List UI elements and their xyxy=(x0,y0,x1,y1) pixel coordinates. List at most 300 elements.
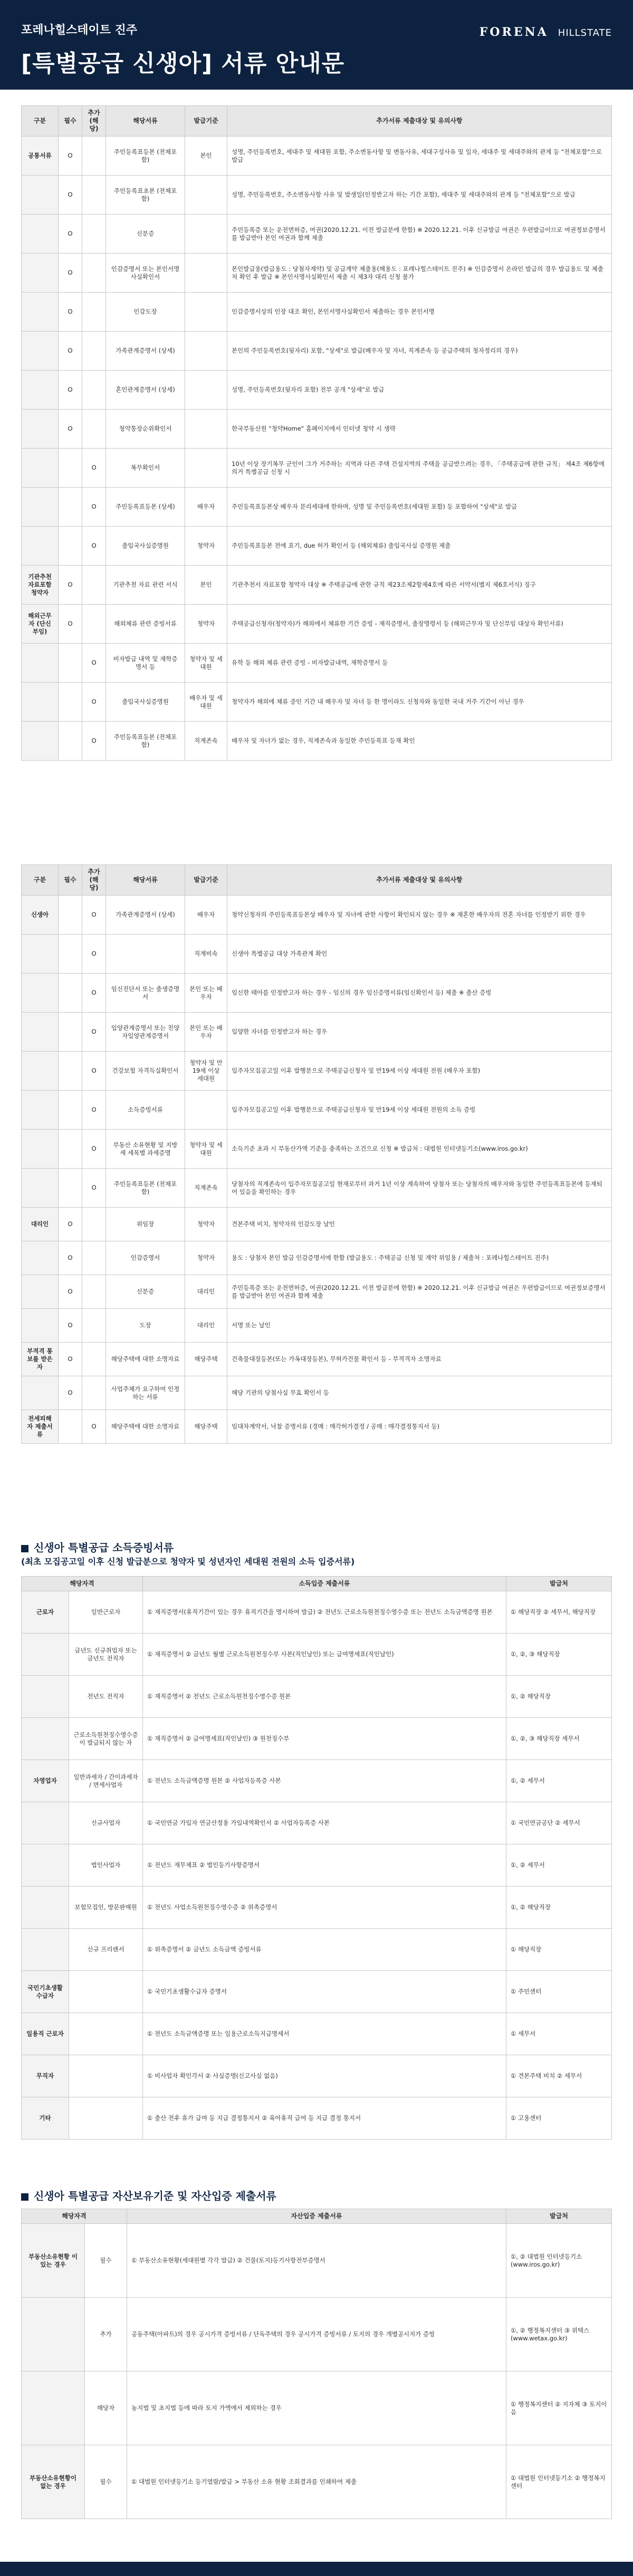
required-cell xyxy=(59,896,82,935)
table-row xyxy=(22,1091,612,1130)
document-cell: 신분증 xyxy=(106,215,185,254)
table-row xyxy=(22,1052,612,1091)
issue-basis-cell: 청약자 및 세대원 xyxy=(185,644,227,683)
required-cell xyxy=(59,935,82,974)
income-section-subtitle: (최초 모집공고일 이후 신청 발급분으로 청약자 및 성년자인 세대원 전원의 소득 입증서류) xyxy=(21,1557,355,1567)
documents-cell: ① 전년도 소득금액증명 원본 ② 사업자등록증 사본 xyxy=(143,1760,506,1802)
additional-cell xyxy=(82,332,106,371)
document-cell: 신분증 xyxy=(106,1275,185,1309)
table-row xyxy=(22,1169,612,1208)
header-cell: 추가(해당) xyxy=(82,106,106,137)
category-cell xyxy=(22,1844,69,1887)
header-cell: 발급기준 xyxy=(185,865,227,896)
document-cell xyxy=(106,935,185,974)
note-cell: 임신한 태아를 인정받고자 하는 경우 - 임신의 경우 임신증명서류(임신확인서 등) 제출 ※ 출산 증빙 xyxy=(227,974,612,1013)
category-cell xyxy=(22,410,59,449)
document-cell: 가족관계증명서 (상세) xyxy=(106,332,185,371)
header-cell: 추가(해당) xyxy=(82,865,106,896)
issuer-cell: ① 주민센터 xyxy=(506,1971,612,2013)
table-row xyxy=(22,722,612,761)
issuer-cell: ①, ② 대법원 인터넷등기소 (www.iros.go.kr) xyxy=(506,2224,612,2298)
table-row xyxy=(22,1929,612,1971)
category-cell xyxy=(22,293,59,332)
note-cell: 해당 기관의 당첨사실 무효 확인서 등 xyxy=(227,1376,612,1410)
table-row xyxy=(22,449,612,488)
note-cell: 신생아 특별공급 대상 가족관계 확인 xyxy=(227,935,612,974)
required-cell: O xyxy=(59,254,82,293)
category-cell: 일용직 근로자 xyxy=(22,2013,69,2055)
required-cell xyxy=(59,1091,82,1130)
issuer-cell: ①, ② 행정복지센터 ③ 위택스 (www.wetax.go.kr) xyxy=(506,2298,612,2371)
document-cell: 인감증명서 또는 본인서명사실확인서 xyxy=(106,254,185,293)
asset-table-wrap xyxy=(21,2209,612,2519)
category-cell xyxy=(22,2371,85,2445)
header-cell: 필수 xyxy=(59,106,82,137)
note-cell: 성명, 주민등록번호, 세대주 및 세대원 포함, 주소변동사항 및 변동사유, 세대구성사유 및 일자, 세대주 및 세대주와의 관계 등 "전체포함"으로 발급 xyxy=(227,137,612,176)
additional-cell xyxy=(82,293,106,332)
table-row xyxy=(22,1376,612,1410)
document-cell: 비자발급 내역 및 재학증명서 등 xyxy=(106,644,185,683)
note-cell: 주택공급신청자(청약자)가 해외에서 체류한 기간 증빙 - 재직증명서, 출장명령서 등 (해외근무자 및 단신부임 대상자 확인서류) xyxy=(227,605,612,644)
issuer-cell: ①, ② 해당직장 xyxy=(506,1887,612,1929)
note-cell: 주민등록증 또는 운전면허증, 여권(2020.12.21. 이전 발급분에 한함) ※ 2020.12.21. 이후 신규발급 여권은 우편발급이므로 여권정보증명서를 발급받아 본인 여권과 함께 제출 xyxy=(227,215,612,254)
additional-cell: O xyxy=(82,896,106,935)
header-cell: 구분 xyxy=(22,106,59,137)
table-row xyxy=(22,1410,612,1444)
brand-hillstate: HILLSTATE xyxy=(558,27,612,38)
issuer-cell: ① 해당직장 xyxy=(506,1929,612,1971)
table-row xyxy=(22,1802,612,1844)
asset-header-row xyxy=(22,2209,612,2224)
additional-cell: O xyxy=(82,1169,106,1208)
category-cell xyxy=(22,215,59,254)
subcategory-cell: 전년도 전직자 xyxy=(69,1676,143,1718)
category-cell xyxy=(22,974,59,1013)
subcategory-cell: 해당자 xyxy=(85,2371,127,2445)
document-cell: 인감도장 xyxy=(106,293,185,332)
note-cell: 본인발급용(발급용도 : 당첨자계약) 및 공급계약 제출용(해용도 : 포레나힐스테이트 진주) ※ 인감증명서 온라인 발급의 경우 발급용도 및 제출처 확인 후 발급 ※ 본인서명사실확인서 제출 시 제3자 대리 신청 불가 xyxy=(227,254,612,293)
additional-cell: O xyxy=(82,644,106,683)
category-cell xyxy=(22,1929,69,1971)
documents-cell: ① 비사업자 확인각서 ② 사실증명(신고사실 없음) xyxy=(143,2055,506,2097)
table-row xyxy=(22,1241,612,1275)
required-cell: O xyxy=(59,1343,82,1376)
issue-basis-cell: 본인 xyxy=(185,566,227,605)
additional-cell xyxy=(82,1343,106,1376)
additional-cell: O xyxy=(82,1013,106,1052)
document-cell: 혼인관계증명서 (상세) xyxy=(106,371,185,410)
subcategory-cell: 추가 xyxy=(85,2298,127,2371)
required-cell xyxy=(59,644,82,683)
note-cell: 견본주택 비치, 청약자의 인감도장 날인 xyxy=(227,1208,612,1241)
category-cell xyxy=(22,1802,69,1844)
additional-cell xyxy=(82,176,106,215)
subcategory-cell: 신규 프리랜서 xyxy=(69,1929,143,1971)
issue-basis-cell: 본인 또는 배우자 xyxy=(185,1013,227,1052)
documents-cell: ① 재직증명서 ② 급여명세표(직인날인) ③ 원천징수부 xyxy=(143,1718,506,1760)
table-row xyxy=(22,2097,612,2140)
table-row xyxy=(22,896,612,935)
category-cell xyxy=(22,488,59,527)
table-row xyxy=(22,644,612,683)
header-cell: 자산입증 제출서류 xyxy=(127,2209,506,2224)
issue-basis-cell: 청약자 및 세대원 xyxy=(185,1130,227,1169)
table-row xyxy=(22,1208,612,1241)
additional-cell xyxy=(82,371,106,410)
header-cell: 구분 xyxy=(22,865,59,896)
category-cell xyxy=(22,1376,59,1410)
category-cell: 해외근무자 (단신부임) xyxy=(22,605,59,644)
table-row xyxy=(22,2298,612,2371)
asset-docs-table xyxy=(21,2209,612,2519)
square-bullet-icon xyxy=(21,2193,28,2201)
note-cell: 주민등록표등본상 배우자 분리세대에 한하며, 성명 및 주민등록번호(세대원 포함) 등 포함하여 "상세"로 발급 xyxy=(227,488,612,527)
issue-basis-cell xyxy=(185,1376,227,1410)
note-cell: 기관추천서 자료포함 청약자 대상 ※ 주택공급에 관한 규칙 제23조제2항제4호에 따른 서약서(별지 제6호서식) 징구 xyxy=(227,566,612,605)
required-cell xyxy=(59,1130,82,1169)
category-cell xyxy=(22,1887,69,1929)
document-cell: 해당주택에 대한 소명자료 xyxy=(106,1343,185,1376)
table1-wrap xyxy=(21,105,612,761)
subcategory-cell xyxy=(69,2013,143,2055)
issue-basis-cell: 배우자 xyxy=(185,896,227,935)
category-cell xyxy=(22,254,59,293)
category-cell: 부동산소유현황이 없는 경우 xyxy=(22,2445,85,2519)
subcategory-cell xyxy=(69,1971,143,2013)
table-row xyxy=(22,1844,612,1887)
document-cell: 주민등록표등본 (전체포함) xyxy=(106,1169,185,1208)
header-cell: 해당자격 xyxy=(22,2209,127,2224)
issuer-cell: ① 고용센터 xyxy=(506,2097,612,2140)
table-row xyxy=(22,293,612,332)
issuer-cell: ①, ② 세무서 xyxy=(506,1760,612,1802)
issue-basis-cell: 해당주택 xyxy=(185,1343,227,1376)
issue-basis-cell xyxy=(185,332,227,371)
issue-basis-cell xyxy=(185,176,227,215)
additional-cell: O xyxy=(82,1130,106,1169)
note-cell: 성명, 주민등록번호, 주소변동사항 사유 및 발생일(인정받고자 하는 기간 포함), 세대주 및 세대주와의 관계 등 "전체포함"으로 발급 xyxy=(227,176,612,215)
table-row xyxy=(22,2013,612,2055)
category-cell: 부동산소유현황 이 있는 경우 xyxy=(22,2224,85,2298)
issue-basis-cell xyxy=(185,293,227,332)
required-cell: O xyxy=(59,332,82,371)
additional-cell xyxy=(82,566,106,605)
required-cell: O xyxy=(59,1275,82,1309)
document-cell: 주민등록표등본 (전체포함) xyxy=(106,722,185,761)
income-docs-table xyxy=(21,1576,612,2140)
required-cell xyxy=(59,722,82,761)
additional-cell: O xyxy=(82,527,106,566)
category-cell xyxy=(22,527,59,566)
additional-cell: O xyxy=(82,449,106,488)
documents-cell: ① 출산 전후 휴가 급여 등 지급 결정통지서 ② 육아휴직 급여 등 지급 결정 통지서 xyxy=(143,2097,506,2140)
issue-basis-cell xyxy=(185,449,227,488)
income-section-title: 신생아 특별공급 소득증빙서류 xyxy=(21,1539,174,1554)
issue-basis-cell xyxy=(185,254,227,293)
required-cell xyxy=(59,974,82,1013)
category-cell: 전세피해자 제출서류 xyxy=(22,1410,59,1444)
documents-cell: ① 전년도 재무제표 ② 법인등기사항증명서 xyxy=(143,1844,506,1887)
required-cell xyxy=(59,449,82,488)
category-cell xyxy=(22,1676,69,1718)
category-cell: 부적격 통보를 받은자 xyxy=(22,1343,59,1376)
category-cell xyxy=(22,722,59,761)
subcategory-cell: 근로소득원천징수영수증이 발급되지 않는 자 xyxy=(69,1718,143,1760)
required-cell: O xyxy=(59,566,82,605)
issuer-cell: ①, ②, ③ 해당직장 xyxy=(506,1634,612,1676)
additional-cell xyxy=(82,1376,106,1410)
documents-cell: ① 부동산소유현황(세대원별 각각 발급) ② 건물(토지)등기사항전부증명서 xyxy=(127,2224,506,2298)
header-cell: 필수 xyxy=(59,865,82,896)
issue-basis-cell: 직계존속 xyxy=(185,722,227,761)
note-cell: 건축물대장등본(또는 가옥대장등본), 무허가건물 확인서 등 - 부적격자 소명자료 xyxy=(227,1343,612,1376)
issuer-cell: ① 국민연금공단 ② 세무서 xyxy=(506,1802,612,1844)
category-cell: 신생아 xyxy=(22,896,59,935)
subcategory-cell: 일반근로자 xyxy=(69,1591,143,1634)
documents-cell: ① 전년도 사업소득원천징수영수증 ② 위촉증명서 xyxy=(143,1887,506,1929)
table-row xyxy=(22,254,612,293)
newborn-docs-table xyxy=(21,864,612,1444)
document-cell: 건강보험 자격득실확인서 xyxy=(106,1052,185,1091)
table-row xyxy=(22,527,612,566)
additional-cell xyxy=(82,215,106,254)
additional-cell xyxy=(82,1241,106,1275)
header-banner xyxy=(0,0,633,90)
table-row xyxy=(22,137,612,176)
additional-cell xyxy=(82,137,106,176)
document-cell: 청약통장순위확인서 xyxy=(106,410,185,449)
header-title: [특별공급 신생아] 서류 안내문 xyxy=(21,50,345,77)
documents-cell: ① 재직증명서 ② 금년도 월별 근로소득원천징수부 사본(직인날인) 또는 급여명세표(직인날인) xyxy=(143,1634,506,1676)
income-table-wrap xyxy=(21,1576,612,2140)
subcategory-cell: 필수 xyxy=(85,2445,127,2519)
category-cell: 기타 xyxy=(22,2097,69,2140)
issue-basis-cell: 청약자 xyxy=(185,1241,227,1275)
additional-cell xyxy=(82,254,106,293)
category-cell xyxy=(22,176,59,215)
required-cell xyxy=(59,488,82,527)
note-cell: 입주자모집공고일 이후 발행분으로 주택공급신청자 및 만19세 이상 세대원 전원 (배우자 포함) xyxy=(227,1052,612,1091)
note-cell: 성명, 주민등록번호(뒷자리 포함) 전부 공개 "상세"로 발급 xyxy=(227,371,612,410)
additional-cell xyxy=(82,410,106,449)
issue-basis-cell: 직계존속 xyxy=(185,1169,227,1208)
table-row xyxy=(22,2055,612,2097)
documents-cell: ① 대법원 인터넷등기소 등기열람/발급 > 부동산 소유 현황 조회결과를 인쇄하여 제출 xyxy=(127,2445,506,2519)
note-cell: 인감증명서상의 인장 대조 확인, 본인서명사실확인서 제출하는 경우 본인서명 xyxy=(227,293,612,332)
document-cell: 도장 xyxy=(106,1309,185,1343)
note-cell: 소득기준 초과 시 부동산가액 기준을 충족하는 조건으로 신청 ※ 발급처 : 대법원 인터넷등기소(www.iros.go.kr) xyxy=(227,1130,612,1169)
issue-basis-cell: 청약자 xyxy=(185,605,227,644)
document-cell: 주민등록표초본 (전체포함) xyxy=(106,176,185,215)
subcategory-cell: 법인사업자 xyxy=(69,1844,143,1887)
table-row xyxy=(22,605,612,644)
document-cell: 주민등록표등본 (상세) xyxy=(106,488,185,527)
table-row xyxy=(22,1343,612,1376)
required-cell xyxy=(59,683,82,722)
document-cell: 해외체류 관련 증빙서류 xyxy=(106,605,185,644)
table-row xyxy=(22,974,612,1013)
required-cell: O xyxy=(59,1376,82,1410)
issue-basis-cell: 대리인 xyxy=(185,1275,227,1309)
header-cell: 발급기준 xyxy=(185,106,227,137)
issue-basis-cell xyxy=(185,215,227,254)
category-cell xyxy=(22,644,59,683)
note-cell: 임대차계약서, 낙찰 증명서류 (경매 : 매각허가결정 / 공매 : 매각결정통지서 등) xyxy=(227,1410,612,1444)
note-cell: 서명 또는 날인 xyxy=(227,1309,612,1343)
additional-cell xyxy=(82,1275,106,1309)
required-cell: O xyxy=(59,215,82,254)
category-cell xyxy=(22,935,59,974)
document-cell: 출입국사실증명원 xyxy=(106,527,185,566)
documents-cell: ① 국민기초생활수급자 증명서 xyxy=(143,1971,506,2013)
issue-basis-cell: 청약자 xyxy=(185,1208,227,1241)
table-row xyxy=(22,332,612,371)
header-cell: 해당자격 xyxy=(22,1577,143,1591)
category-cell xyxy=(22,1309,59,1343)
table1-header-row xyxy=(22,106,612,137)
document-cell: 가족관계증명서 (상세) xyxy=(106,896,185,935)
issue-basis-cell: 해당주택 xyxy=(185,1410,227,1444)
note-cell: 당첨자의 직계존속이 입주자모집공고일 현재로부터 과거 1년 이상 계속하여 당첨자 또는 당첨자의 배우자와 동일한 주민등록표등본에 등재되어 있음을 확인하는 경우 xyxy=(227,1169,612,1208)
income-header-row xyxy=(22,1577,612,1591)
table-row xyxy=(22,176,612,215)
document-cell: 사업주체가 요구하여 인정하는 서류 xyxy=(106,1376,185,1410)
category-cell xyxy=(22,1013,59,1052)
category-cell xyxy=(22,1130,59,1169)
category-cell xyxy=(22,1275,59,1309)
issuer-cell: ① 대법원 인터넷등기소 ② 행정복지센터 xyxy=(506,2445,612,2519)
documents-cell: 공동주택(아파트)의 경우 공시가격 증빙서류 / 단독주택의 경우 공시가격 증빙서류 / 토지의 경우 개별공시지가 증빙 xyxy=(127,2298,506,2371)
category-cell xyxy=(22,1169,59,1208)
category-cell: 근로자 xyxy=(22,1591,69,1634)
additional-cell xyxy=(82,1208,106,1241)
table-row xyxy=(22,1676,612,1718)
additional-cell: O xyxy=(82,1052,106,1091)
table-row xyxy=(22,1013,612,1052)
category-cell xyxy=(22,683,59,722)
document-cell: 해당주택에 대한 소명자료 xyxy=(106,1410,185,1444)
additional-cell: O xyxy=(82,974,106,1013)
document-cell: 기관추천 자료 관련 서식 xyxy=(106,566,185,605)
subcategory-cell: 신규사업자 xyxy=(69,1802,143,1844)
required-cell xyxy=(59,1052,82,1091)
header-cell: 추가서류 제출대상 및 유의사항 xyxy=(227,106,612,137)
table-row xyxy=(22,410,612,449)
required-cell: O xyxy=(59,1208,82,1241)
category-cell: 기관추천 자료포함 청약자 xyxy=(22,566,59,605)
required-cell: O xyxy=(59,410,82,449)
required-cell: O xyxy=(59,293,82,332)
issuer-cell: ① 견본주택 비치 ② 세무서 xyxy=(506,2055,612,2097)
document-cell: 소득증빙서류 xyxy=(106,1091,185,1130)
document-cell: 출입국사실증명원 xyxy=(106,683,185,722)
category-cell xyxy=(22,371,59,410)
documents-cell: ① 위촉증명서 ② 금년도 소득금액 증빙서류 xyxy=(143,1929,506,1971)
document-cell: 복무확인서 xyxy=(106,449,185,488)
square-bullet-icon xyxy=(21,1545,28,1552)
table-row xyxy=(22,1275,612,1309)
required-cell: O xyxy=(59,1309,82,1343)
issue-basis-cell: 대리인 xyxy=(185,1309,227,1343)
issuer-cell: ①, ② 해당직장 xyxy=(506,1676,612,1718)
header-cell: 소득입증 제출서류 xyxy=(143,1577,506,1591)
subcategory-cell: 필수 xyxy=(85,2224,127,2298)
header-cell: 발급처 xyxy=(506,2209,612,2224)
subcategory-cell: 보험모집인, 방문판매원 xyxy=(69,1887,143,1929)
required-cell: O xyxy=(59,137,82,176)
subcategory-cell xyxy=(69,2055,143,2097)
additional-cell: O xyxy=(82,935,106,974)
documents-cell: ① 전년도 소득금액증명 또는 일용근로소득지급명세서 xyxy=(143,2013,506,2055)
note-cell: 주민등록증 또는 운전면허증, 여권(2020.12.21. 이전 발급분에 한함) ※ 2020.12.21. 이후 신규발급 여권은 우편발급이므로 여권정보증명서를 발급받아 본인 여권과 함께 제출 xyxy=(227,1275,612,1309)
table-row xyxy=(22,935,612,974)
table-row xyxy=(22,1760,612,1802)
subcategory-cell: 금년도 신규취업자 또는 금년도 전직자 xyxy=(69,1634,143,1676)
note-cell: 배우자 및 자녀가 없는 경우, 직계존속과 동일한 주민등록표 등재 확인 xyxy=(227,722,612,761)
table-row xyxy=(22,488,612,527)
category-cell xyxy=(22,2298,85,2371)
table-row xyxy=(22,2371,612,2445)
category-cell: 대리인 xyxy=(22,1208,59,1241)
additional-cell: O xyxy=(82,683,106,722)
note-cell: 한국부동산원 "청약Home" 홈페이지에서 인터넷 청약 시 생략 xyxy=(227,410,612,449)
brand-forena: FORENA xyxy=(479,25,549,39)
note-cell: 본인의 주민등록번호(뒷자리) 포함, "상세"로 발급(배우자 및 자녀, 직계존속 등 공급주택의 청자정리의 경우) xyxy=(227,332,612,371)
required-cell: O xyxy=(59,1241,82,1275)
table-row xyxy=(22,683,612,722)
asset-section-title: 신생아 특별공급 자산보유기준 및 자산입증 제출서류 xyxy=(21,2188,276,2203)
table-row xyxy=(22,1130,612,1169)
table-row xyxy=(22,1591,612,1634)
additional-cell: O xyxy=(82,488,106,527)
issue-basis-cell: 청약자 및 만 19세 이상 세대원 xyxy=(185,1052,227,1091)
table-row xyxy=(22,1634,612,1676)
category-cell xyxy=(22,1052,59,1091)
required-cell xyxy=(59,527,82,566)
category-cell: 국민기초생활 수급자 xyxy=(22,1971,69,2013)
table-row xyxy=(22,1887,612,1929)
header-cell: 해당서류 xyxy=(106,106,185,137)
note-cell: 입주자모집공고일 이후 발행분으로 주택공급신청자 및 만19세 이상 세대원 전원의 소득 증빙 xyxy=(227,1091,612,1130)
note-cell: 주민등록표등본 전에 표기, due 허가 확인서 등 (해외체류) 출입국사실 증명원 제출 xyxy=(227,527,612,566)
document-cell: 입양관계증명서 또는 친양자입양관계증명서 xyxy=(106,1013,185,1052)
category-cell: 공통서류 xyxy=(22,137,59,176)
required-cell: O xyxy=(59,605,82,644)
documents-cell: ① 재직증명서(휴직기간이 있는 경우 휴직기간을 명시하여 발급) ② 전년도 근로소득원천징수영수증 또는 전년도 소득금액증명 원본 xyxy=(143,1591,506,1634)
documents-cell: 농지법 및 초지법 등에 따라 토지 가액에서 제외하는 경우 xyxy=(127,2371,506,2445)
note-cell: 청약신청자의 주민등록표등본상 배우자 및 자녀에 관한 사항이 확인되지 않는 경우 ※ 재혼한 배우자의 전혼 자녀를 인정받기 위한 경우 xyxy=(227,896,612,935)
subcategory-cell xyxy=(69,2097,143,2140)
table-row xyxy=(22,215,612,254)
note-cell: 유학 등 해외 체류 관련 증빙 - 비자발급내역, 재학증명서 등 xyxy=(227,644,612,683)
issue-basis-cell xyxy=(185,1091,227,1130)
required-cell: O xyxy=(59,176,82,215)
required-cell: O xyxy=(59,371,82,410)
brand-logos xyxy=(479,25,612,39)
category-cell xyxy=(22,1091,59,1130)
note-cell: 청약자가 해외에 체류 중인 기간 내 배우자 및 자녀 등 한 명이라도 신청자와 동일한 국내 거주 기간이 아닌 경우 xyxy=(227,683,612,722)
document-cell: 임신진단서 또는 출생증명서 xyxy=(106,974,185,1013)
document-cell: 주민등록표등본 (전체포함) xyxy=(106,137,185,176)
category-cell: 무직자 xyxy=(22,2055,69,2097)
issuer-cell: ① 해당직장 ② 세무서, 해당직장 xyxy=(506,1591,612,1634)
issue-basis-cell: 배우자 및 세대원 xyxy=(185,683,227,722)
table-row xyxy=(22,1309,612,1343)
category-cell xyxy=(22,1241,59,1275)
category-cell xyxy=(22,1634,69,1676)
required-cell xyxy=(59,1013,82,1052)
note-cell: 입양한 자녀를 인정받고자 하는 경우 xyxy=(227,1013,612,1052)
